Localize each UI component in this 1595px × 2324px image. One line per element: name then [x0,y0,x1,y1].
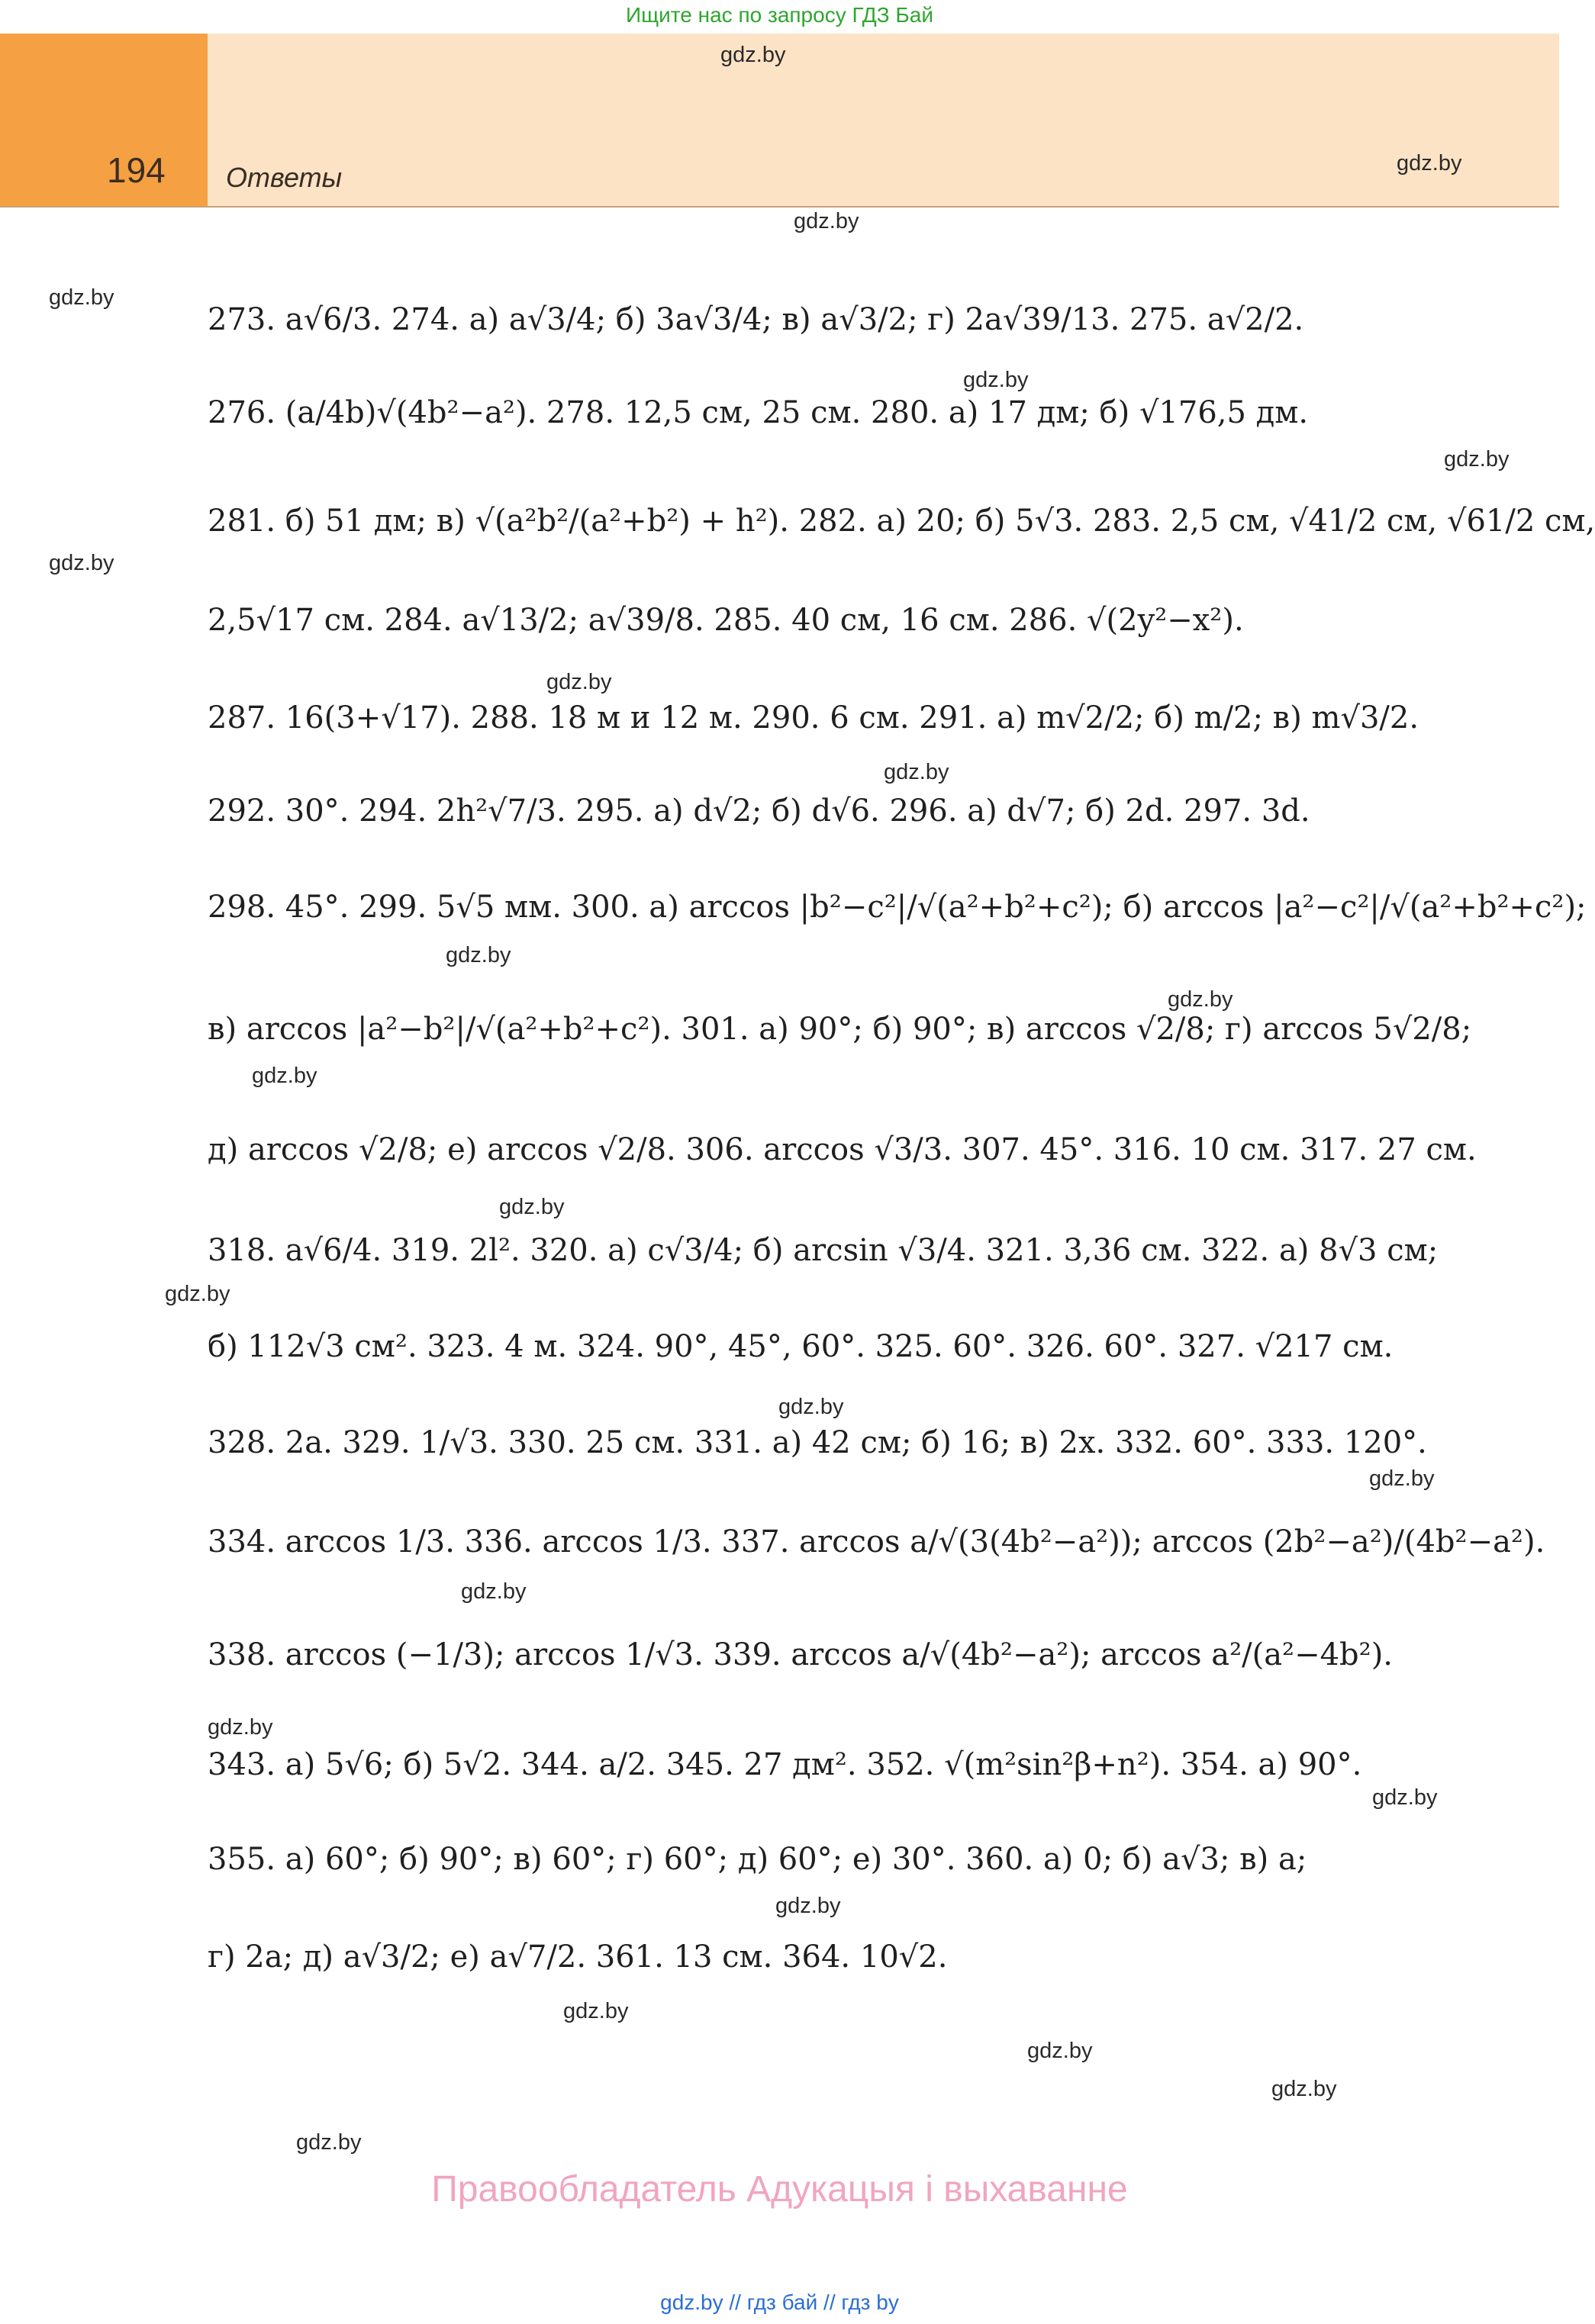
answer-line: 328. 2a. 329. 1/√3. 330. 25 см. 331. а) 42 см; б) 16; в) 2x. 332. 60°. 333. 120°. [208,1425,1427,1460]
watermark: gdz.by [1271,2077,1337,2101]
answer-line: 338. arccos (−1/3); arccos 1/√3. 339. arccos a/√(4b²−a²); arccos a²/(a²−4b²). [208,1637,1394,1672]
watermark: gdz.by [49,551,114,575]
watermark: gdz.by [461,1579,527,1604]
watermark: gdz.by [546,670,612,694]
answer-line: 334. arccos 1/3. 336. arccos 1/3. 337. arccos a/√(3(4b²−a²)); arccos (2b²−a²)/(4b²−a²). [208,1524,1545,1560]
watermark: gdz.by [775,1894,841,1918]
watermark: gdz.by [563,1999,629,2023]
top-banner: Ищите нас по запросу ГДЗ Бай [625,3,934,27]
header-tab [0,34,208,206]
watermark: gdz.by [1444,447,1510,472]
watermark: gdz.by [446,943,511,967]
answer-line: д) arccos √2/8; е) arccos √2/8. 306. arccos √3/3. 307. 45°. 316. 10 см. 317. 27 см. [208,1132,1477,1167]
answer-line: 281. б) 51 дм; в) √(a²b²/(a²+b²) + h²). 282. а) 20; б) 5√3. 283. 2,5 см, √41/2 см, √61/2 см, [208,504,1595,539]
answer-line: б) 112√3 см². 323. 4 м. 324. 90°, 45°, 60°. 325. 60°. 326. 60°. 327. √217 см. [208,1329,1394,1364]
copyright-notice: Правообладатель Адукацыя і выхаванне [431,2169,1128,2210]
watermark: gdz.by [1397,151,1462,175]
watermark: gdz.by [1369,1466,1435,1491]
watermark: gdz.by [296,2130,362,2155]
answer-line: 298. 45°. 299. 5√5 мм. 300. а) arccos |b²−c²|/√(a²+b²+c²); б) arccos |a²−c²|/√(a²+b²+c²); [208,890,1587,925]
watermark: gdz.by [1168,987,1233,1012]
footer-links[interactable]: gdz.by // гдз бай // гдз by [660,2290,899,2314]
watermark: gdz.by [778,1395,844,1419]
watermark: gdz.by [252,1064,317,1088]
answer-line: 318. a√6/4. 319. 2l². 320. а) c√3/4; б) arcsin √3/4. 321. 3,36 см. 322. а) 8√3 см; [208,1233,1439,1268]
watermark: gdz.by [963,368,1029,392]
answer-line: 355. а) 60°; б) 90°; в) 60°; г) 60°; д) 60°; е) 30°. 360. а) 0; б) a√3; в) a; [208,1842,1307,1877]
watermark: gdz.by [794,209,859,233]
answer-line: 273. a√6/3. 274. а) a√3/4; б) 3a√3/4; в) a√3/2; г) 2a√39/13. 275. a√2/2. [208,302,1304,337]
watermark: gdz.by [49,285,114,310]
watermark: gdz.by [1372,1785,1438,1810]
watermark: gdz.by [1027,2039,1093,2063]
answer-line: в) arccos |a²−b²|/√(a²+b²+c²). 301. а) 90°; б) 90°; в) arccos √2/8; г) arccos 5√2/8; [208,1012,1472,1047]
watermark: gdz.by [499,1195,565,1219]
answer-line: 2,5√17 см. 284. a√13/2; a√39/8. 285. 40 см, 16 см. 286. √(2y²−x²). [208,603,1244,638]
section-title: Ответы [226,162,343,193]
watermark: gdz.by [208,1715,273,1740]
answer-line: 343. а) 5√6; б) 5√2. 344. a/2. 345. 27 дм². 352. √(m²sin²β+n²). 354. а) 90°. [208,1747,1362,1782]
answer-line: г) 2a; д) a√3/2; е) a√7/2. 361. 13 см. 364. 10√2. [208,1939,948,1975]
watermark: gdz.by [165,1282,230,1306]
watermark: gdz.by [720,43,786,67]
watermark: gdz.by [884,760,949,784]
answer-line: 292. 30°. 294. 2h²√7/3. 295. а) d√2; б) d√6. 296. а) d√7; б) 2d. 297. 3d. [208,793,1310,829]
answer-line: 287. 16(3+√17). 288. 18 м и 12 м. 290. 6 см. 291. а) m√2/2; б) m/2; в) m√3/2. [208,700,1419,736]
page-number: 194 [107,150,166,190]
answer-line: 276. (a/4b)√(4b²−a²). 278. 12,5 см, 25 см. 280. а) 17 дм; б) √176,5 дм. [208,395,1309,430]
